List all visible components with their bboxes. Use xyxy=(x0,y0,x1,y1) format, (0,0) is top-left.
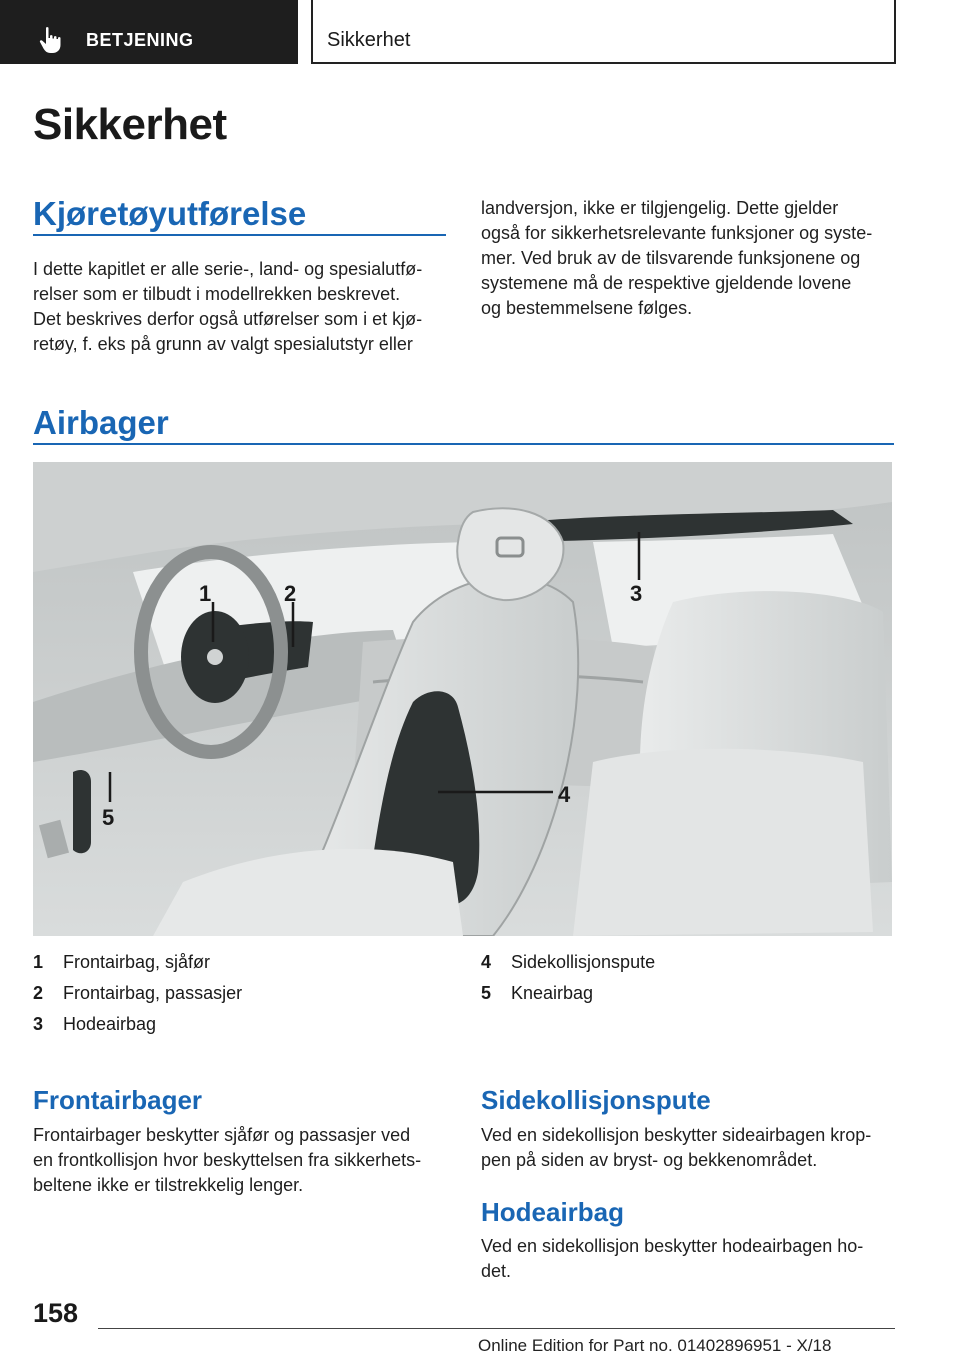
callout-4: 4 xyxy=(558,782,571,807)
text-line: retøy, f. eks på grunn av valgt spesialutstyr eller xyxy=(33,334,413,354)
text-line: beltene ikke er tilstrekkelig lenger. xyxy=(33,1175,304,1195)
text-line: også for sikkerhetsrelevante funksjoner og syste- xyxy=(481,223,873,243)
legend-number: 5 xyxy=(481,983,492,1003)
callout-5: 5 xyxy=(102,805,115,830)
legend-right xyxy=(481,947,655,1009)
text-line: en frontkollisjon hvor beskyttelsen fra sikkerhets- xyxy=(33,1150,422,1170)
text-line: pen på siden av bryst- og bekkenområdet. xyxy=(481,1150,818,1170)
heading-rule xyxy=(33,443,894,445)
legend-text: Hodeairbag xyxy=(63,1014,157,1034)
footer-rule xyxy=(98,1328,895,1329)
legend-number: 2 xyxy=(33,983,44,1003)
text-line: systemene må de respektive gjeldende lovene xyxy=(481,273,852,293)
text-line: I dette kapitlet er alle serie-, land- og spesialutfø- xyxy=(33,259,423,279)
page-number: 158 xyxy=(33,1298,79,1328)
legend-text: Frontairbag, sjåfør xyxy=(63,952,211,972)
text-line: og bestemmelsene følges. xyxy=(481,298,693,318)
vehicle-text-right xyxy=(481,196,901,321)
callout-3: 3 xyxy=(630,581,643,606)
footer-edition: Online Edition for Part no. 01402896951 - X/18 xyxy=(478,1336,832,1355)
text-line: det. xyxy=(481,1261,512,1281)
heading-front-airbags: Frontairbager xyxy=(33,1085,203,1115)
text-line: landversjon, ikke er tilgjengelig. Dette gjelder xyxy=(481,198,839,218)
legend-item xyxy=(481,978,655,1009)
header-page-tab[interactable] xyxy=(311,0,896,64)
callout-2: 2 xyxy=(284,581,297,606)
text-line: Ved en sidekollisjon beskytter hodeairbagen ho- xyxy=(481,1236,864,1256)
legend-text: Kneairbag xyxy=(511,983,594,1003)
legend-item xyxy=(33,1009,242,1040)
front-airbags-text xyxy=(33,1123,463,1198)
text-line: Det beskrives derfor også utførelser som i et kjø- xyxy=(33,309,423,329)
legend-text: Frontairbag, passasjer xyxy=(63,983,243,1003)
legend-number: 1 xyxy=(33,952,44,972)
heading-head-airbag: Hodeairbag xyxy=(481,1197,625,1227)
text-line: Ved en sidekollisjon beskytter sideairbagen krop- xyxy=(481,1125,872,1145)
legend-text: Sidekollisjonspute xyxy=(511,952,656,972)
page-label: Sikkerhet xyxy=(327,29,411,51)
pointing-hand-icon xyxy=(38,26,64,54)
page-title: Sikkerhet xyxy=(33,100,227,149)
legend-number: 4 xyxy=(481,952,492,972)
side-airbag-text xyxy=(481,1123,911,1173)
header-section-tab[interactable] xyxy=(0,0,298,64)
vehicle-text-left xyxy=(33,257,453,357)
heading-rule xyxy=(33,234,446,236)
airbag-illustration xyxy=(33,462,892,936)
legend-item xyxy=(481,947,655,978)
legend-number: 3 xyxy=(33,1014,44,1034)
knee-airbag-shape xyxy=(73,770,91,853)
heading-side-airbag: Sidekollisjonspute xyxy=(481,1085,711,1115)
head-airbag-text xyxy=(481,1234,911,1284)
legend-item xyxy=(33,947,242,978)
heading-vehicle-version: Kjøretøyutførelse xyxy=(33,195,307,232)
callout-1: 1 xyxy=(199,581,212,606)
car-interior-drawing xyxy=(33,462,892,936)
legend-item xyxy=(33,978,242,1009)
legend-left xyxy=(33,947,242,1040)
heading-airbags: Airbager xyxy=(33,404,169,441)
text-line: mer. Ved bruk av de tilsvarende funksjonene og xyxy=(481,248,861,268)
section-label: BETJENING xyxy=(86,30,194,50)
text-line: Frontairbager beskytter sjåfør og passasjer ved xyxy=(33,1125,411,1145)
text-line: relser som er tilbudt i modellrekken beskrevet. xyxy=(33,284,401,304)
